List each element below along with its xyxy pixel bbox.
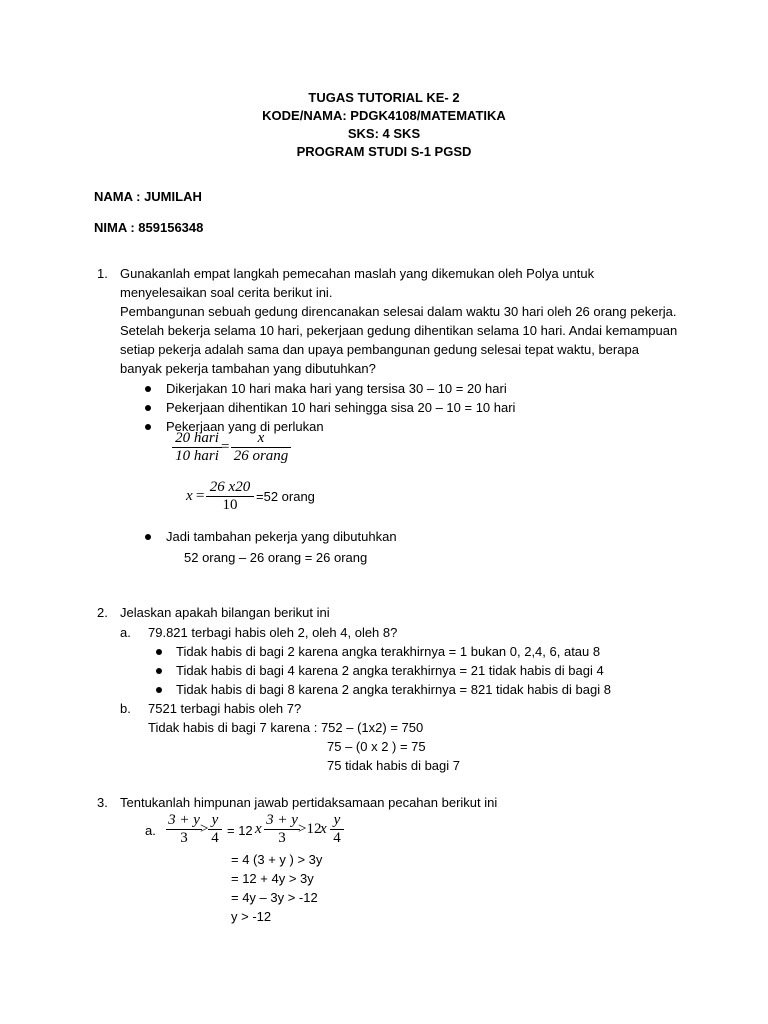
q3-f2-denominator: 4 xyxy=(211,830,219,846)
q3-times-1: x xyxy=(255,821,262,837)
bullet-icon xyxy=(156,649,162,655)
q1-bullet-1: Dikerjakan 10 hari maka hari yang tersisa 30 – 10 = 20 hari xyxy=(166,381,507,396)
doc-title: TUGAS TUTORIAL KE- 2 xyxy=(308,90,460,105)
q1-bullet-3: Pekerjaan yang di perlukan xyxy=(166,419,324,434)
q1-number: 1. xyxy=(97,266,108,281)
eq2-equals: = xyxy=(196,488,205,504)
q3-gt-1: > xyxy=(200,821,209,837)
bullet-icon xyxy=(145,386,151,392)
q3-step-3: = 4y – 3y > -12 xyxy=(231,890,318,905)
course-code: KODE/NAMA: PDGK4108/MATEMATIKA xyxy=(262,108,506,123)
q2-b-line-3: 75 tidak habis di bagi 7 xyxy=(327,758,460,773)
q2-prompt: Jelaskan apakah bilangan berikut ini xyxy=(120,605,330,620)
q3-fraction-3 xyxy=(264,812,300,847)
q1-line-1: Gunakanlah empat langkah pemecahan maslah yang dikemukan oleh Polya untuk xyxy=(120,266,595,281)
q2-a-text: 79.821 terbagi habis oleh 2, oleh 4, oleh 8? xyxy=(148,625,398,640)
q2-number: 2. xyxy=(97,605,108,620)
q1-line-2: menyelesaikan soal cerita berikut ini. xyxy=(120,285,333,300)
q2-a-bullet-2: Tidak habis di bagi 4 karena 2 angka terakhirnya = 21 tidak habis di bagi 4 xyxy=(176,663,604,678)
q3-gt-2: >12 xyxy=(298,821,322,837)
q2-b-text: 7521 terbagi habis oleh 7? xyxy=(148,701,302,716)
q2-b-line-2: 75 – (0 x 2 ) = 75 xyxy=(327,739,426,754)
q3-fraction-4 xyxy=(330,812,344,847)
q1-line-6: banyak pekerja tambahan yang dibutuhkan? xyxy=(120,361,376,376)
q3-f2-numerator: y xyxy=(211,812,219,828)
q2-b-line-1: Tidak habis di bagi 7 karena : 752 – (1x2) = 750 xyxy=(148,720,424,735)
eq1-equals: = xyxy=(221,439,230,455)
eq1-right-numerator: x xyxy=(257,430,265,446)
q2-a-bullet-1: Tidak habis di bagi 2 karena angka terakhirnya = 1 bukan 0, 2,4, 6, atau 8 xyxy=(176,644,601,659)
eq1-right-fraction xyxy=(231,430,291,465)
q1-line-4: Setelah bekerja selama 10 hari, pekerjaan gedung dihentikan selama 10 hari. Andai kemampuan xyxy=(120,323,678,338)
eq2-numerator: 26 x20 xyxy=(209,479,251,495)
q3-mid: = 12 xyxy=(227,823,253,838)
q3-times-2: x xyxy=(320,821,327,837)
q1-line-5: setiap pekerja adalah sama dan upaya pembangunan gedung selesai tepat waktu, berapa xyxy=(120,342,639,357)
eq2-result: =52 orang xyxy=(256,489,315,504)
q3-f4-numerator: y xyxy=(333,812,341,828)
eq2-denominator: 10 xyxy=(222,497,238,513)
q2-a-label: a. xyxy=(120,625,131,640)
q1-result-line: 52 orang – 26 orang = 26 orang xyxy=(184,550,368,565)
student-id: NIMA : 859156348 xyxy=(94,220,204,235)
bullet-icon xyxy=(145,534,151,540)
eq1-left-numerator: 20 hari xyxy=(175,430,219,446)
q1-line-3: Pembangunan sebuah gedung direncanakan selesai dalam waktu 30 hari oleh 26 orang pekerja. xyxy=(120,304,677,319)
eq2-fraction xyxy=(206,479,254,514)
eq2-lhs: x xyxy=(186,488,193,504)
q3-f1-denominator: 3 xyxy=(180,830,188,846)
eq1-right-denominator: 26 orang xyxy=(233,448,289,464)
bullet-icon xyxy=(145,405,151,411)
eq1-left-fraction xyxy=(172,430,222,465)
q1-bullet-2: Pekerjaan dihentikan 10 hari sehingga sisa 20 – 10 = 10 hari xyxy=(166,400,516,415)
q3-number: 3. xyxy=(97,795,108,810)
q3-f3-numerator: 3 + y xyxy=(266,812,298,828)
bullet-icon xyxy=(156,668,162,674)
study-program: PROGRAM STUDI S-1 PGSD xyxy=(296,144,472,159)
q3-step-1: = 4 (3 + y ) > 3y xyxy=(231,852,323,867)
bullet-icon xyxy=(156,687,162,693)
q3-f1-numerator: 3 + y xyxy=(168,812,200,828)
q2-a-bullet-3: Tidak habis di bagi 8 karena 2 angka terakhirnya = 821 tidak habis di bagi 8 xyxy=(176,682,611,697)
q3-f3-denominator: 3 xyxy=(278,830,286,846)
q3-fraction-2 xyxy=(208,812,222,847)
q1-bullet-4: Jadi tambahan pekerja yang dibutuhkan xyxy=(166,529,397,544)
q3-step-2: = 12 + 4y > 3y xyxy=(231,871,314,886)
bullet-icon xyxy=(145,424,151,430)
q2-b-label: b. xyxy=(120,701,131,716)
student-name: NAMA : JUMILAH xyxy=(94,189,202,204)
eq1-left-denominator: 10 hari xyxy=(175,448,219,464)
credits: SKS: 4 SKS xyxy=(347,126,421,141)
q3-a-label: a. xyxy=(145,823,156,838)
q3-fraction-1 xyxy=(166,812,202,847)
q3-step-4: y > -12 xyxy=(231,909,272,924)
q3-f4-denominator: 4 xyxy=(333,830,341,846)
q3-prompt: Tentukanlah himpunan jawab pertidaksamaan pecahan berikut ini xyxy=(120,795,498,810)
